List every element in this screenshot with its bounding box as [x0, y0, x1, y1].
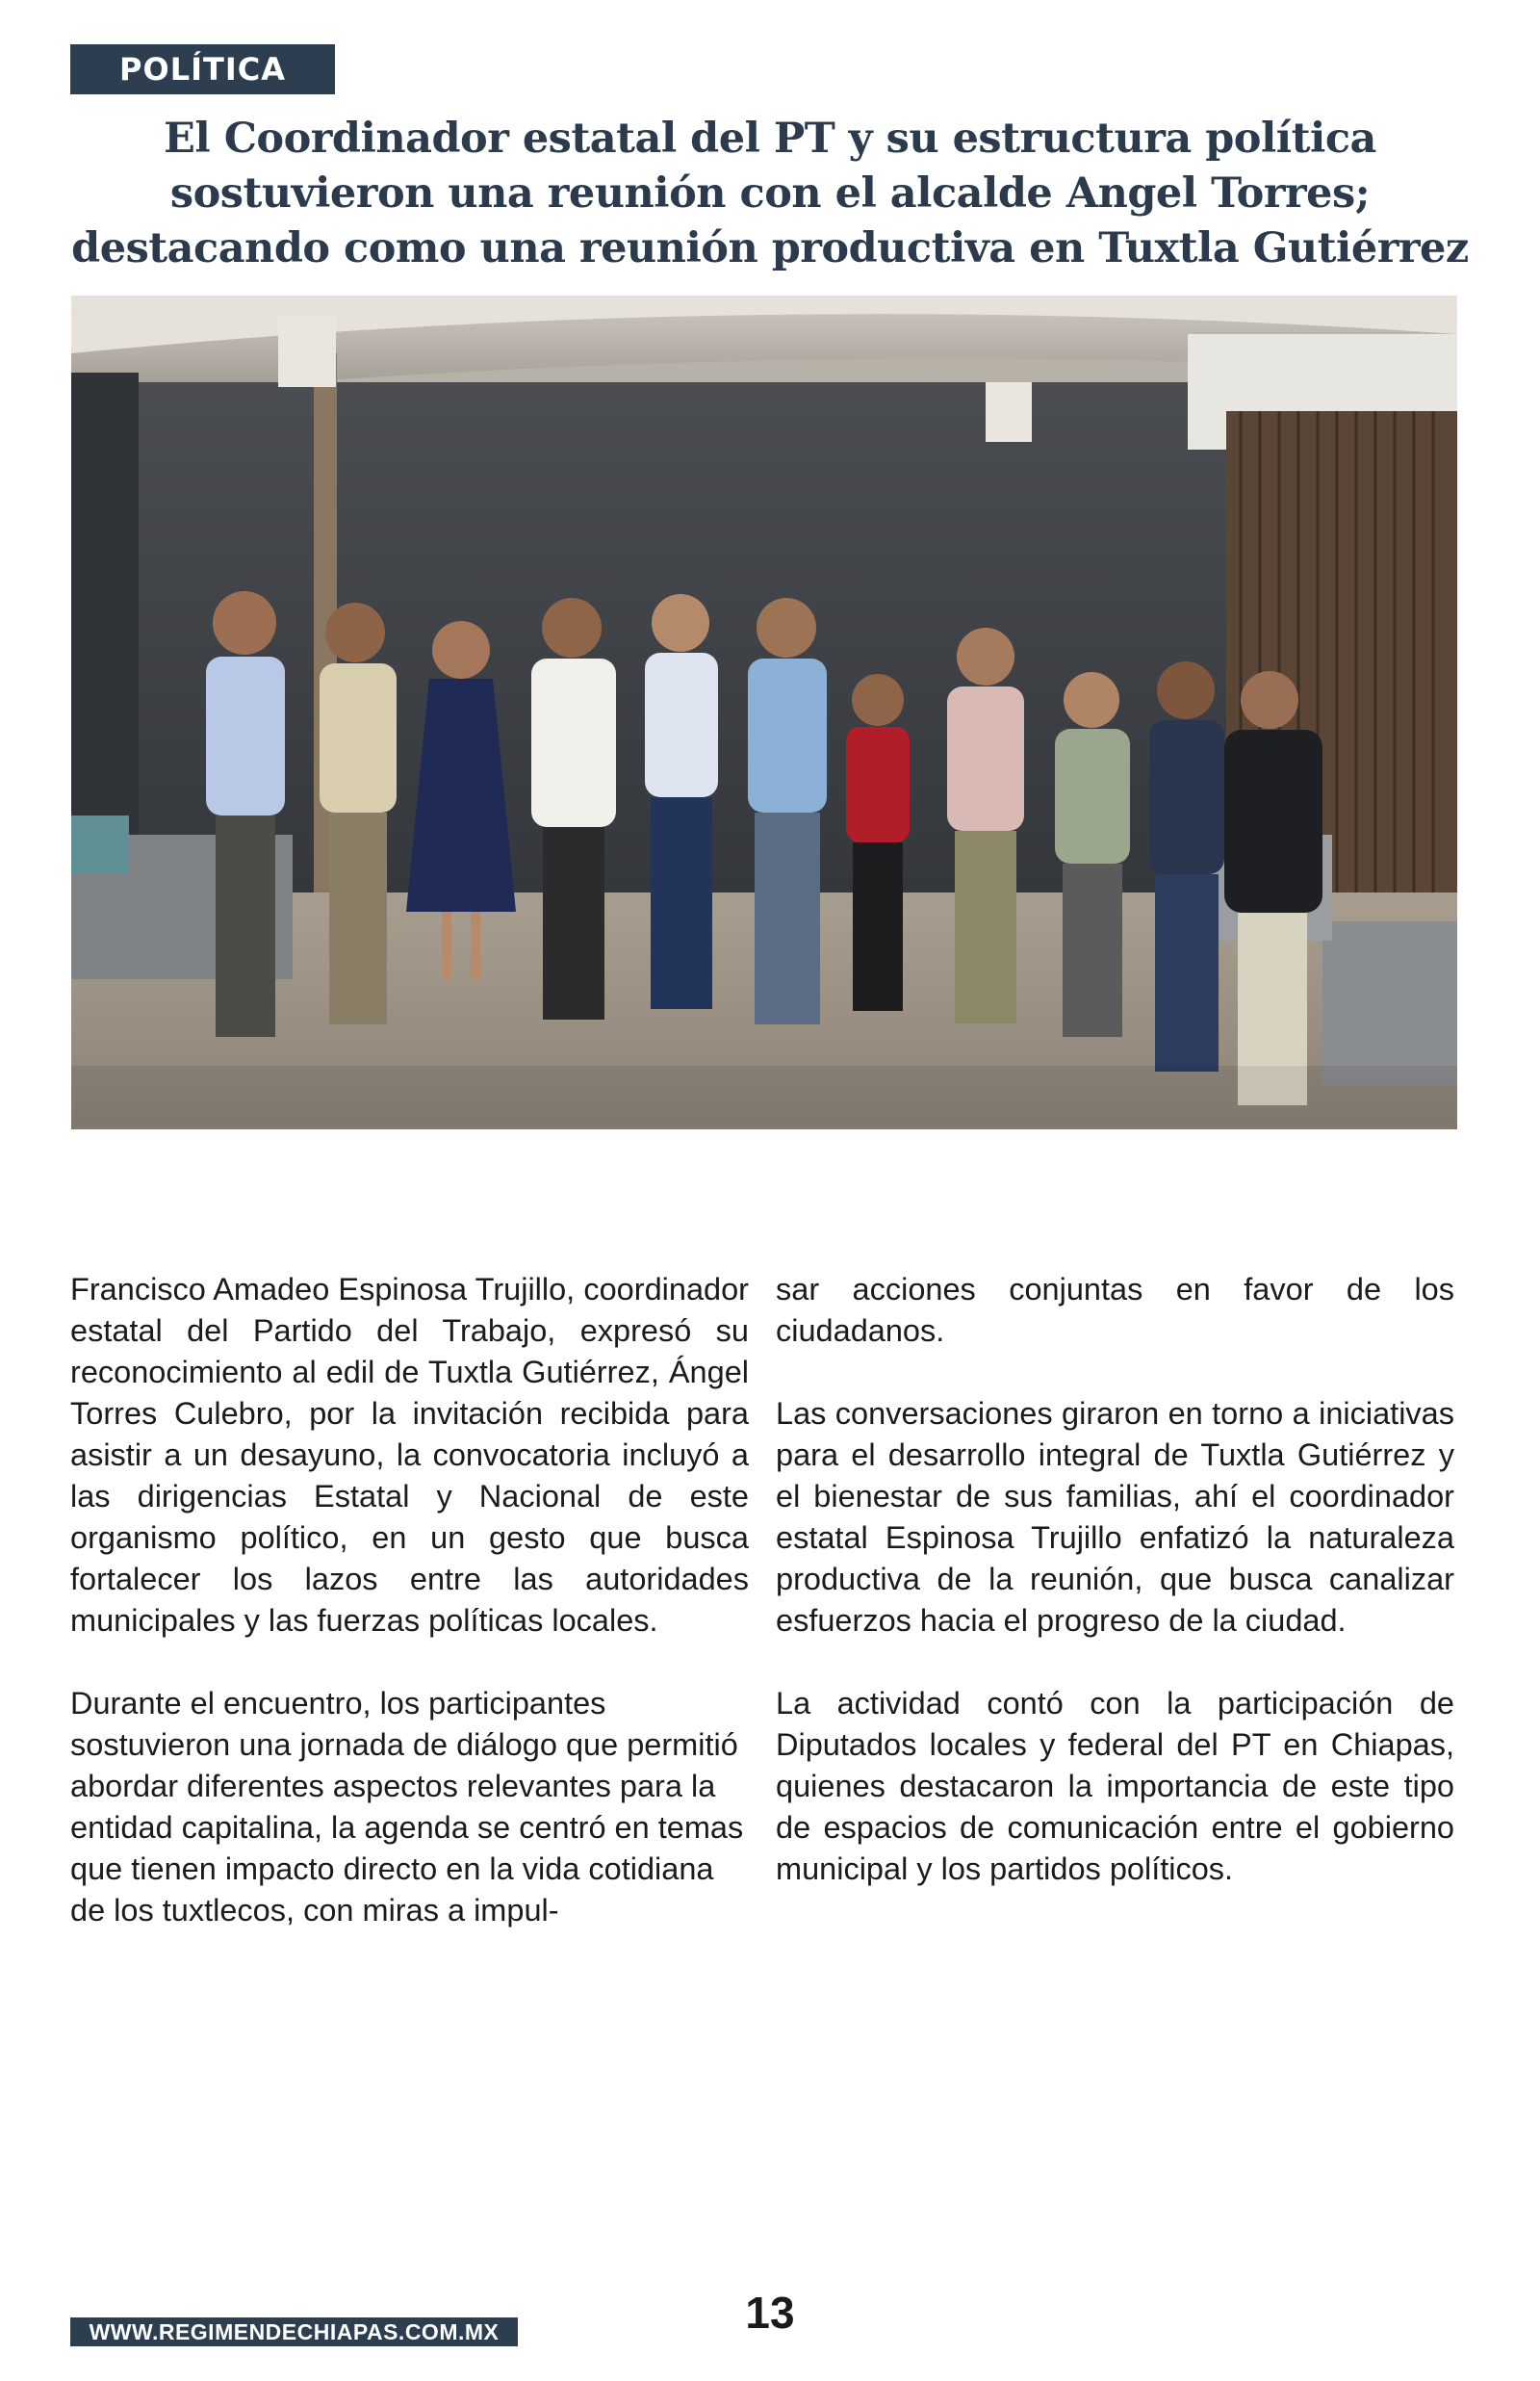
- headline-line-2: sostuvieron una reunión con el alcalde Angel Torres;: [169, 169, 1371, 218]
- section-tag: POLÍTICA: [70, 44, 335, 94]
- group-photo: [71, 296, 1457, 1129]
- headline-line-3: destacando como una reunión productiva en Tuxtla Gutiérrez: [71, 224, 1469, 272]
- headline: [67, 112, 1473, 276]
- website-url[interactable]: WWW.REGIMENDECHIAPAS.COM.MX: [70, 2317, 518, 2346]
- headline-line-1: El Coordinador estatal del PT y su estructura política: [164, 115, 1376, 163]
- page-number: 13: [745, 2288, 795, 2338]
- article-body: [70, 1269, 1456, 1943]
- article-column-right: [776, 1269, 1454, 1931]
- paragraph: Las conversaciones giraron en torno a iniciativas para el desarrollo integral de Tuxtla Gutiérrez y el bienestar de sus familias, ahí el coordinador estatal Espinosa Trujillo enfatizó la naturaleza productiva de la reunión, que busca canalizar esfuerzos hacia el progreso de la ciudad.: [776, 1396, 1454, 1638]
- article-column-left: [70, 1269, 749, 1973]
- paragraph: sar acciones conjuntas en favor de los ciudadanos.: [776, 1272, 1454, 1348]
- paragraph: Francisco Amadeo Espinosa Trujillo, coordinador estatal del Partido del Trabajo, expresó su reconocimiento al edil de Tuxtla Gutiérrez, Ángel Torres Culebro, por la invitación recibida para asistir a un desayuno, la convocatoria incluyó a las dirigencias Estatal y Nacional de este organismo político, en un gesto que busca fortalecer los lazos entre las autoridades municipales y las fuerzas políticas locales.: [70, 1272, 749, 1638]
- paragraph: Durante el encuentro, los participantes sostuvieron una jornada de diálogo que permitió abordar diferentes aspectos relevantes para la entidad capitalina, la agenda se centró en temas que tienen impacto directo en la vida cotidiana de los tuxtlecos, con miras a impul-: [70, 1686, 744, 1928]
- paragraph: La actividad contó con la participación de Diputados locales y federal del PT en Chiapas, quienes destacaron la importancia de este tipo de espacios de comunicación entre el gobierno municipal y los partidos políticos.: [776, 1686, 1454, 1886]
